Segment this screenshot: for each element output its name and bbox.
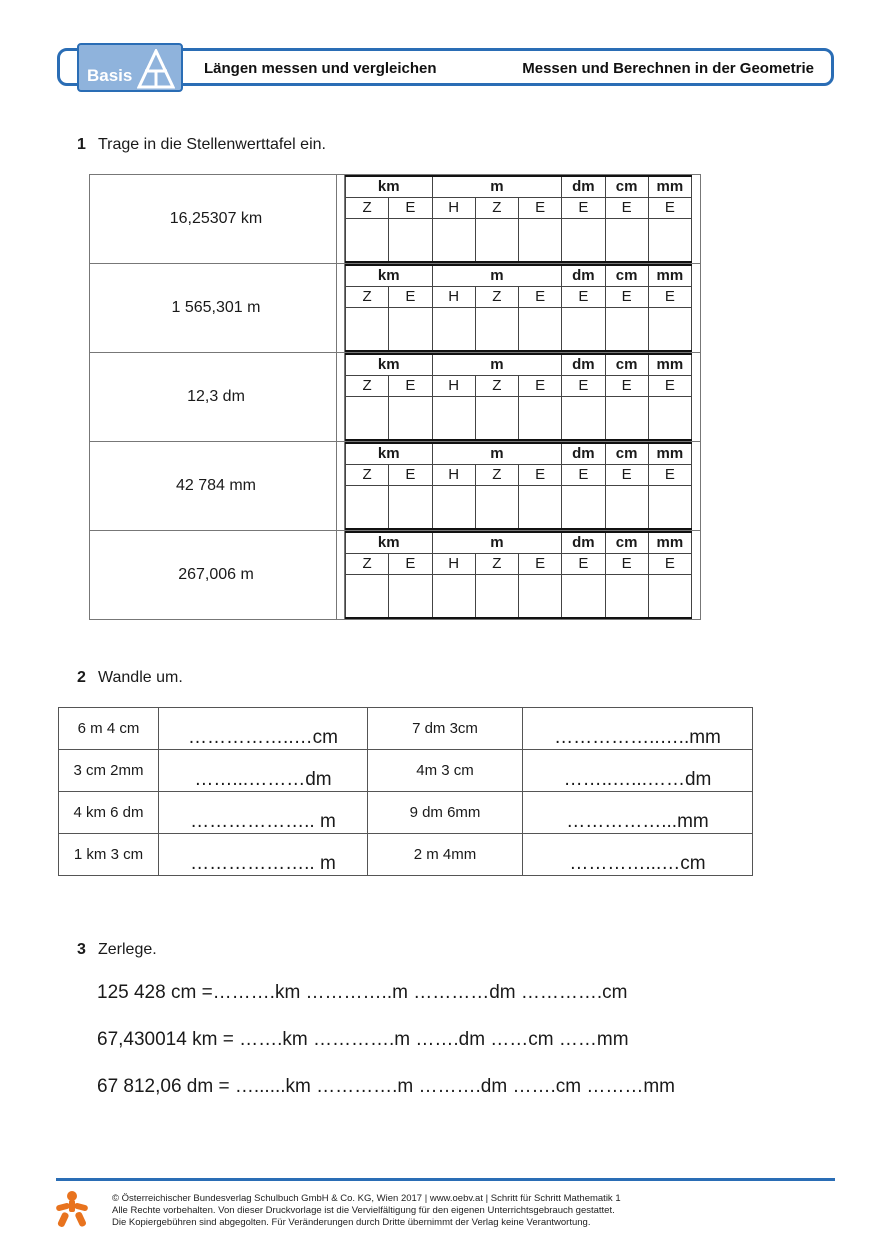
place-header: Z	[346, 197, 389, 218]
place-header: E	[605, 553, 648, 574]
place-header: E	[389, 464, 432, 485]
place-header: H	[432, 464, 475, 485]
task2-number: 2	[77, 669, 86, 686]
digit-entry-cell[interactable]	[562, 218, 605, 262]
unit-header: mm	[648, 354, 691, 375]
digit-entry-cell[interactable]	[389, 307, 432, 351]
place-header: E	[389, 286, 432, 307]
spacer-cell	[337, 353, 345, 442]
place-header: Z	[346, 553, 389, 574]
conversion-question: 7 dm 3cm	[368, 708, 523, 750]
length-value: 42 784 mm	[90, 442, 337, 531]
place-header: E	[605, 286, 648, 307]
place-header: E	[605, 197, 648, 218]
place-header: E	[519, 375, 562, 396]
spacer-cell	[337, 175, 345, 264]
table-row	[90, 175, 701, 264]
digit-entry-cell[interactable]	[346, 574, 389, 618]
place-header: E	[519, 197, 562, 218]
unit-header: cm	[605, 443, 648, 464]
length-value: 1 565,301 m	[90, 264, 337, 353]
place-header: E	[389, 375, 432, 396]
digit-entry-cell[interactable]	[432, 574, 475, 618]
place-header: E	[389, 197, 432, 218]
place-header: H	[432, 286, 475, 307]
conversion-answer-field[interactable]: ……..…...……dm	[523, 750, 753, 792]
place-header: E	[562, 197, 605, 218]
task2-heading	[77, 669, 183, 687]
section-title: Messen und Berechnen in der Geometrie	[522, 60, 814, 77]
conversion-answer-field[interactable]: ……………..…..mm	[523, 708, 753, 750]
table-row	[90, 353, 701, 442]
digit-entry-cell[interactable]	[346, 307, 389, 351]
conversion-answer-field[interactable]: ……………….. m	[159, 792, 368, 834]
unit-header: dm	[562, 354, 605, 375]
place-header: Z	[346, 464, 389, 485]
digit-entry-cell[interactable]	[648, 574, 691, 618]
task1-number: 1	[77, 136, 86, 153]
table-row	[90, 531, 701, 620]
unit-header: km	[346, 443, 433, 464]
digit-entry-cell[interactable]	[648, 307, 691, 351]
unit-header: km	[346, 176, 433, 197]
digit-entry-cell[interactable]	[562, 396, 605, 440]
spacer-cell	[337, 531, 345, 620]
unit-header: mm	[648, 176, 691, 197]
place-header: Z	[475, 197, 518, 218]
digit-entry-cell[interactable]	[432, 307, 475, 351]
place-header: Z	[475, 286, 518, 307]
digit-entry-cell[interactable]	[562, 574, 605, 618]
unit-header: m	[432, 265, 562, 286]
unit-header: cm	[605, 532, 648, 553]
place-header: E	[605, 375, 648, 396]
unit-header: m	[432, 176, 562, 197]
digit-entry-cell[interactable]	[648, 218, 691, 262]
unit-header: km	[346, 532, 433, 553]
unit-header: m	[432, 443, 562, 464]
place-header: E	[648, 553, 691, 574]
digit-entry-cell[interactable]	[475, 485, 518, 529]
conversion-question: 3 cm 2mm	[59, 750, 159, 792]
place-header: E	[648, 197, 691, 218]
digit-entry-cell[interactable]	[519, 574, 562, 618]
digit-entry-cell[interactable]	[432, 485, 475, 529]
place-value-chart	[345, 264, 701, 353]
place-header: E	[519, 464, 562, 485]
conversion-answer-field[interactable]: ……………..…cm	[159, 708, 368, 750]
digit-entry-cell[interactable]	[562, 307, 605, 351]
place-header: Z	[346, 286, 389, 307]
digit-entry-cell[interactable]	[519, 396, 562, 440]
place-header: H	[432, 375, 475, 396]
unit-header: m	[432, 354, 562, 375]
place-value-chart	[345, 442, 701, 531]
task1-instruction: Trage in die Stellenwerttafel ein.	[98, 136, 326, 153]
digit-entry-cell[interactable]	[475, 307, 518, 351]
digit-entry-cell[interactable]	[475, 218, 518, 262]
place-value-chart	[345, 175, 701, 264]
length-value: 12,3 dm	[90, 353, 337, 442]
unit-header: km	[346, 265, 433, 286]
task2-instruction: Wandle um.	[98, 669, 183, 686]
digit-entry-cell[interactable]	[605, 307, 648, 351]
table-row	[90, 264, 701, 353]
task3-heading	[77, 941, 157, 959]
digit-entry-cell[interactable]	[389, 485, 432, 529]
unit-header: m	[432, 532, 562, 553]
unit-header: km	[346, 354, 433, 375]
place-header: E	[562, 553, 605, 574]
conversion-question: 4 km 6 dm	[59, 792, 159, 834]
place-header: Z	[475, 375, 518, 396]
digit-entry-cell[interactable]	[346, 485, 389, 529]
place-header: E	[389, 553, 432, 574]
unit-header: mm	[648, 532, 691, 553]
conversion-question: 4m 3 cm	[368, 750, 523, 792]
place-header: H	[432, 553, 475, 574]
digit-entry-cell[interactable]	[432, 396, 475, 440]
digit-entry-cell[interactable]	[605, 218, 648, 262]
place-header: E	[648, 464, 691, 485]
decomposition-line[interactable]: 67,430014 km = …….km ………….m …….dm ……cm ……mm	[97, 1029, 629, 1050]
digit-entry-cell[interactable]	[519, 218, 562, 262]
copyright-line: Alle Rechte vorbehalten. Von dieser Druckvorlage ist die Vervielfältigung für den eigenen Unterrichtsgebrauch gestattet.	[112, 1205, 615, 1216]
place-header: E	[562, 375, 605, 396]
place-header: E	[605, 464, 648, 485]
place-header: Z	[475, 553, 518, 574]
unit-header: mm	[648, 265, 691, 286]
table-row	[59, 750, 753, 792]
digit-entry-cell[interactable]	[475, 574, 518, 618]
publisher-logo-icon	[54, 1190, 90, 1228]
topic-title: Längen messen und vergleichen	[204, 60, 437, 77]
spacer-cell	[337, 264, 345, 353]
digit-entry-cell[interactable]	[389, 574, 432, 618]
conversion-answer-field[interactable]: …………...…cm	[523, 834, 753, 876]
decomposition-line[interactable]: 67 812,06 dm = …......km ………….m ……….dm …….cm ………mm	[97, 1076, 676, 1097]
digit-entry-cell[interactable]	[648, 396, 691, 440]
place-header: E	[648, 286, 691, 307]
decomposition-line[interactable]: 125 428 cm =……….km …………..m …………dm ………….cm	[97, 982, 628, 1003]
task2-table	[58, 707, 753, 876]
table-row	[90, 442, 701, 531]
place-header: E	[519, 553, 562, 574]
length-value: 267,006 m	[90, 531, 337, 620]
unit-header: cm	[605, 176, 648, 197]
table-row	[59, 708, 753, 750]
digit-entry-cell[interactable]	[346, 396, 389, 440]
task3-instruction: Zerlege.	[98, 941, 157, 958]
conversion-question: 9 dm 6mm	[368, 792, 523, 834]
place-header: E	[562, 286, 605, 307]
digit-entry-cell[interactable]	[346, 218, 389, 262]
unit-header: mm	[648, 443, 691, 464]
table-row	[59, 792, 753, 834]
digit-entry-cell[interactable]	[432, 218, 475, 262]
digit-entry-cell[interactable]	[605, 574, 648, 618]
conversion-question: 1 km 3 cm	[59, 834, 159, 876]
unit-header: cm	[605, 265, 648, 286]
digit-entry-cell[interactable]	[648, 485, 691, 529]
length-value: 16,25307 km	[90, 175, 337, 264]
unit-header: dm	[562, 265, 605, 286]
conversion-answer-field[interactable]: ……………….. m	[159, 834, 368, 876]
place-header: E	[519, 286, 562, 307]
unit-header: dm	[562, 532, 605, 553]
triangle-logo-icon	[137, 49, 175, 89]
place-header: E	[562, 464, 605, 485]
task1-table	[89, 174, 701, 620]
place-header: Z	[475, 464, 518, 485]
digit-entry-cell[interactable]	[605, 485, 648, 529]
unit-header: dm	[562, 443, 605, 464]
table-row	[59, 834, 753, 876]
footer-divider	[56, 1178, 835, 1181]
place-value-chart	[345, 531, 701, 620]
conversion-question: 2 m 4mm	[368, 834, 523, 876]
digit-entry-cell[interactable]	[605, 396, 648, 440]
digit-entry-cell[interactable]	[519, 485, 562, 529]
task1-heading	[77, 136, 326, 154]
place-header: H	[432, 197, 475, 218]
place-header: E	[648, 375, 691, 396]
task3-number: 3	[77, 941, 86, 958]
conversion-answer-field[interactable]: ……...………dm	[159, 750, 368, 792]
copyright-notice	[112, 1193, 621, 1229]
logo-label: Basis	[87, 66, 133, 85]
place-value-chart	[345, 353, 701, 442]
conversion-answer-field[interactable]: ……………...mm	[523, 792, 753, 834]
digit-entry-cell[interactable]	[475, 396, 518, 440]
digit-entry-cell[interactable]	[519, 307, 562, 351]
spacer-cell	[337, 442, 345, 531]
unit-header: dm	[562, 176, 605, 197]
digit-entry-cell[interactable]	[562, 485, 605, 529]
copyright-line: Die Kopiergebühren sind abgegolten. Für Veränderungen durch Dritte übernimmt der Verlag keine Verantwortung.	[112, 1217, 591, 1228]
conversion-question: 6 m 4 cm	[59, 708, 159, 750]
unit-header: cm	[605, 354, 648, 375]
copyright-line: © Österreichischer Bundesverlag Schulbuch GmbH & Co. KG, Wien 2017 | www.oebv.at | Schritt für Schritt Mathematik 1	[112, 1193, 621, 1204]
digit-entry-cell[interactable]	[389, 218, 432, 262]
place-header: Z	[346, 375, 389, 396]
basis-logo	[77, 43, 183, 92]
digit-entry-cell[interactable]	[389, 396, 432, 440]
